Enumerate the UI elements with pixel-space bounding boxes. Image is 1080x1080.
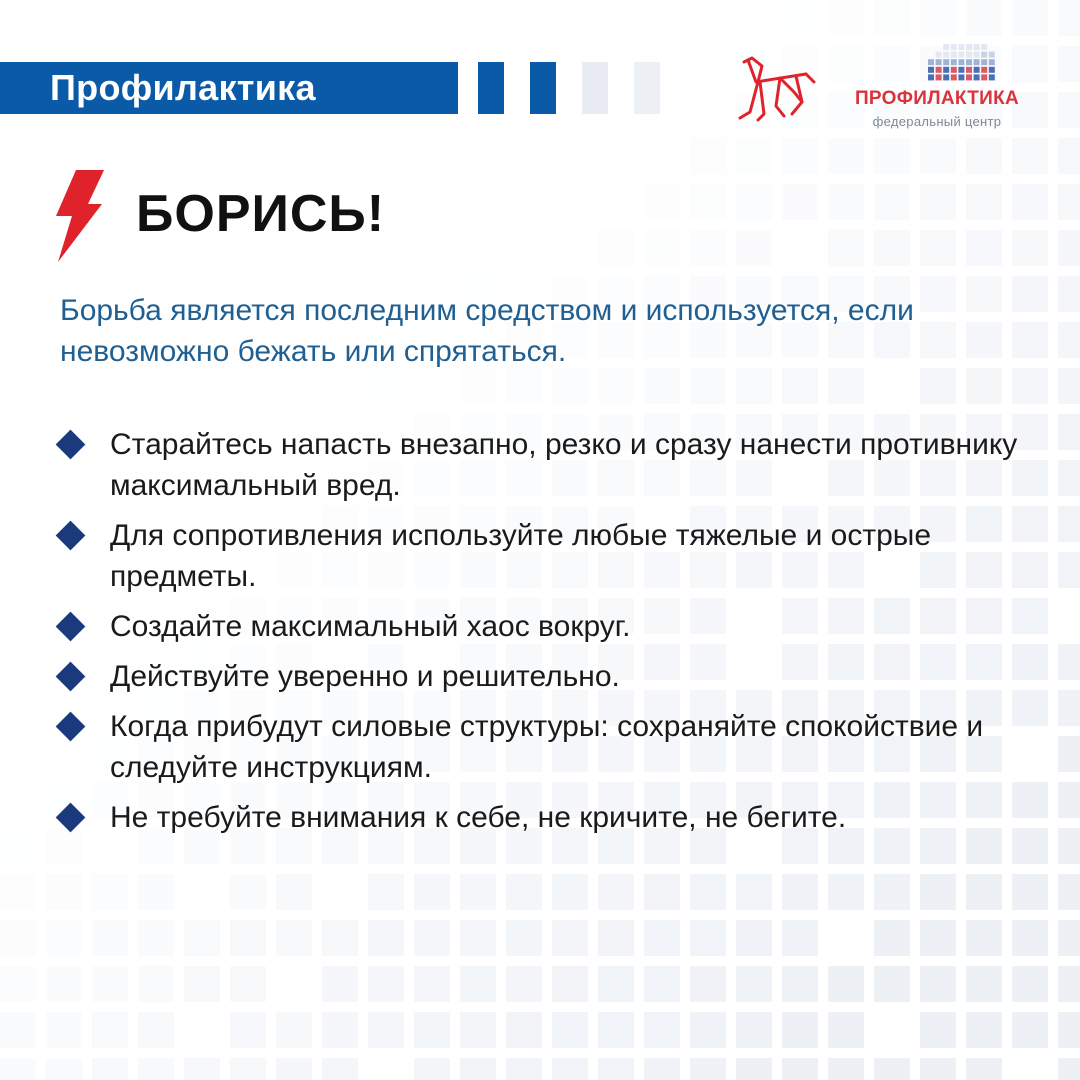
background-square	[828, 138, 864, 174]
logo-pixel	[966, 52, 972, 58]
background-square	[966, 1012, 1002, 1048]
background-square	[782, 138, 818, 174]
background-square	[598, 1058, 634, 1080]
background-square	[874, 874, 910, 910]
bullet-list	[56, 424, 1046, 847]
background-square	[230, 966, 266, 1002]
background-square	[1058, 46, 1080, 82]
background-square	[552, 966, 588, 1002]
list-item-text: Действуйте уверенно и решительно.	[110, 660, 620, 693]
background-square	[1012, 920, 1048, 956]
background-square	[0, 966, 36, 1002]
background-square	[736, 138, 772, 174]
background-square	[414, 1058, 450, 1080]
background-square	[1058, 414, 1080, 450]
background-square	[460, 368, 496, 404]
background-square	[690, 92, 726, 128]
logo-pixel	[958, 52, 964, 58]
background-square	[644, 230, 680, 266]
background-square	[690, 1058, 726, 1080]
background-square	[322, 1012, 358, 1048]
background-square	[598, 368, 634, 404]
background-square	[1058, 184, 1080, 220]
logo-pixel	[966, 67, 972, 73]
background-square	[1058, 920, 1080, 956]
background-square	[690, 230, 726, 266]
background-square	[0, 920, 36, 956]
background-square	[644, 920, 680, 956]
background-square	[1012, 230, 1048, 266]
background-square	[0, 874, 36, 910]
logo-pixel	[951, 59, 957, 65]
background-square	[92, 920, 128, 956]
list-item	[56, 424, 1046, 506]
background-square	[1012, 966, 1048, 1002]
background-square	[276, 1058, 312, 1080]
background-square	[690, 46, 726, 82]
background-square	[690, 966, 726, 1002]
logo-pixel	[951, 67, 957, 73]
background-square	[1012, 1012, 1048, 1048]
background-square	[828, 46, 864, 82]
logo-pixel	[989, 67, 995, 73]
background-square	[184, 966, 220, 1002]
background-square	[1058, 966, 1080, 1002]
background-square	[552, 920, 588, 956]
background-square	[690, 874, 726, 910]
list-item-text: Создайте максимальный хаос вокруг.	[110, 610, 631, 643]
list-item	[56, 706, 1046, 788]
diamond-bullet-icon	[56, 430, 86, 460]
background-square	[782, 1012, 818, 1048]
background-square	[828, 966, 864, 1002]
background-square	[1058, 506, 1080, 542]
background-square	[230, 874, 266, 910]
background-square	[460, 1058, 496, 1080]
background-square	[736, 184, 772, 220]
background-square	[506, 920, 542, 956]
background-square	[598, 138, 634, 174]
background-square	[966, 1058, 1002, 1080]
background-square	[276, 920, 312, 956]
background-square	[690, 184, 726, 220]
background-square	[368, 874, 404, 910]
background-square	[966, 966, 1002, 1002]
background-square	[138, 966, 174, 1002]
background-square	[1058, 0, 1080, 36]
background-square	[644, 966, 680, 1002]
logo-pixel-grid-icon	[928, 44, 998, 84]
background-square	[598, 1012, 634, 1048]
background-square	[506, 966, 542, 1002]
list-item	[56, 656, 1046, 697]
banner-stripe	[478, 62, 504, 114]
background-square	[920, 184, 956, 220]
logo-pixel	[974, 44, 980, 50]
logo-pixel	[974, 74, 980, 80]
background-square	[46, 874, 82, 910]
logo-pixel	[966, 74, 972, 80]
background-square	[782, 1058, 818, 1080]
background-square	[644, 138, 680, 174]
background-square	[230, 920, 266, 956]
intro-paragraph: Борьба является последним средством и используется, если невозможно бежать или спрятаться.	[60, 294, 914, 368]
logo-subtitle: федеральный центр	[872, 114, 1002, 129]
background-square	[874, 1058, 910, 1080]
background-square	[828, 230, 864, 266]
background-square	[966, 184, 1002, 220]
background-square	[598, 874, 634, 910]
logo-pixel	[928, 67, 934, 73]
background-square	[46, 1058, 82, 1080]
background-square	[782, 0, 818, 36]
background-square	[874, 46, 910, 82]
background-square	[460, 1012, 496, 1048]
list-item-text: Старайтесь напасть внезапно, резко и сразу нанести противнику максимальный вред.	[110, 428, 1018, 502]
background-square	[736, 966, 772, 1002]
background-square	[736, 368, 772, 404]
logo-pixel	[966, 59, 972, 65]
logo-pixel	[943, 59, 949, 65]
background-square	[552, 874, 588, 910]
background-square	[920, 0, 956, 36]
logo-pixel	[981, 59, 987, 65]
background-square	[1058, 460, 1080, 496]
background-square	[874, 184, 910, 220]
background-square	[1058, 138, 1080, 174]
background-square	[1058, 828, 1080, 864]
background-square	[506, 368, 542, 404]
diamond-bullet-icon	[56, 712, 86, 742]
logo-pixel	[974, 52, 980, 58]
background-square	[184, 1058, 220, 1080]
background-square	[368, 966, 404, 1002]
background-square	[1058, 552, 1080, 588]
diamond-bullet-icon	[56, 662, 86, 692]
background-square	[644, 1012, 680, 1048]
background-square	[1058, 1012, 1080, 1048]
background-square	[782, 920, 818, 956]
diamond-bullet-icon	[56, 612, 86, 642]
logo-pixel	[966, 44, 972, 50]
background-square	[1058, 276, 1080, 312]
background-square	[598, 230, 634, 266]
background-square	[322, 966, 358, 1002]
background-square	[1012, 138, 1048, 174]
logo-pixel	[958, 74, 964, 80]
lightning-bolt-icon	[54, 170, 106, 262]
logo-pixel	[981, 74, 987, 80]
background-square	[414, 874, 450, 910]
background-square	[506, 1058, 542, 1080]
background-square	[644, 1058, 680, 1080]
logo-pixel	[943, 74, 949, 80]
background-square	[1058, 644, 1080, 680]
logo-pixel	[936, 74, 942, 80]
logo-pixel	[958, 67, 964, 73]
background-square	[414, 368, 450, 404]
background-square	[1012, 368, 1048, 404]
background-square	[966, 874, 1002, 910]
background-square	[828, 1012, 864, 1048]
list-item	[56, 606, 1046, 647]
background-square	[874, 230, 910, 266]
background-square	[966, 230, 1002, 266]
background-square	[138, 874, 174, 910]
background-square	[460, 874, 496, 910]
banner-stripe	[634, 62, 660, 114]
background-square	[1012, 874, 1048, 910]
background-square	[138, 1012, 174, 1048]
background-square	[828, 368, 864, 404]
background-square	[368, 368, 404, 404]
background-square	[1058, 92, 1080, 128]
background-square	[874, 966, 910, 1002]
background-square	[276, 874, 312, 910]
logo-title: ПРОФИЛАКТИКА	[854, 88, 1020, 109]
background-square	[690, 920, 726, 956]
background-square	[1012, 0, 1048, 36]
background-square	[920, 1012, 956, 1048]
background-square	[1058, 736, 1080, 772]
banner-stripe	[530, 62, 556, 114]
background-square	[644, 184, 680, 220]
logo-pixel	[989, 52, 995, 58]
background-square	[598, 184, 634, 220]
background-square	[966, 368, 1002, 404]
list-item	[56, 797, 1046, 838]
logo-pixel	[989, 59, 995, 65]
background-square	[828, 184, 864, 220]
background-square	[966, 138, 1002, 174]
background-square	[1058, 230, 1080, 266]
background-square	[460, 966, 496, 1002]
background-square	[552, 1058, 588, 1080]
background-square	[1058, 690, 1080, 726]
background-square	[46, 920, 82, 956]
logo-pixel	[951, 52, 957, 58]
background-square	[1058, 874, 1080, 910]
background-square	[230, 1012, 266, 1048]
background-square	[828, 874, 864, 910]
logo-pixel	[951, 44, 957, 50]
background-square	[1058, 782, 1080, 818]
background-square	[736, 1012, 772, 1048]
background-square	[920, 230, 956, 266]
background-square	[920, 1058, 956, 1080]
background-square	[552, 230, 588, 266]
background-square	[368, 1012, 404, 1048]
background-square	[874, 0, 910, 36]
background-square	[920, 966, 956, 1002]
background-square	[966, 920, 1002, 956]
logo-pixel	[958, 59, 964, 65]
background-square	[46, 966, 82, 1002]
background-square	[782, 368, 818, 404]
background-square	[368, 920, 404, 956]
background-square	[506, 1012, 542, 1048]
background-square	[690, 1012, 726, 1048]
logo-pixel	[958, 44, 964, 50]
background-square	[414, 920, 450, 956]
logo-pixel	[981, 44, 987, 50]
background-square	[966, 0, 1002, 36]
background-square	[782, 874, 818, 910]
background-square	[506, 874, 542, 910]
list-item-text: Когда прибудут силовые структуры: сохраняйте спокойствие и следуйте инструкциям.	[110, 710, 984, 784]
background-square	[920, 920, 956, 956]
logo-pixel	[928, 59, 934, 65]
background-square	[552, 1012, 588, 1048]
background-square	[0, 1012, 36, 1048]
header-title: Профилактика	[50, 67, 316, 108]
diamond-bullet-icon	[56, 521, 86, 551]
background-square	[736, 920, 772, 956]
background-square	[0, 782, 36, 818]
background-square	[0, 828, 36, 864]
background-square	[690, 138, 726, 174]
background-square	[138, 1058, 174, 1080]
logo-pixel	[989, 74, 995, 80]
background-square	[828, 1058, 864, 1080]
background-square	[874, 138, 910, 174]
logo-pixel	[974, 67, 980, 73]
background-square	[782, 966, 818, 1002]
background-square	[1058, 368, 1080, 404]
logo-pixel	[943, 67, 949, 73]
background-square	[92, 1058, 128, 1080]
list-item	[56, 515, 1046, 597]
logo-pixel	[936, 52, 942, 58]
background-square	[230, 1058, 266, 1080]
list-item-text: Не требуйте внимания к себе, не кричите, не бегите.	[110, 801, 847, 834]
background-square	[414, 966, 450, 1002]
background-square	[1058, 1058, 1080, 1080]
banner-stripe	[582, 62, 608, 114]
background-square	[414, 1012, 450, 1048]
logo-pixel	[974, 59, 980, 65]
page-heading: БОРИСЬ!	[136, 185, 386, 243]
background-square	[552, 184, 588, 220]
background-square	[736, 874, 772, 910]
background-square	[322, 1058, 358, 1080]
background-square	[736, 230, 772, 266]
background-square	[920, 874, 956, 910]
background-square	[0, 1058, 36, 1080]
background-square	[322, 920, 358, 956]
background-square	[276, 1012, 312, 1048]
background-square	[598, 920, 634, 956]
logo-pixel	[936, 59, 942, 65]
background-square	[552, 368, 588, 404]
background-square	[782, 184, 818, 220]
stylized-horse-logo-icon	[736, 52, 816, 124]
list-item-text: Для сопротивления используйте любые тяжелые и острые предметы.	[110, 519, 932, 593]
background-square	[1058, 322, 1080, 358]
background-square	[1012, 184, 1048, 220]
background-square	[736, 1058, 772, 1080]
background-square	[644, 874, 680, 910]
background-square	[46, 1012, 82, 1048]
logo-pixel	[928, 74, 934, 80]
background-square	[92, 1012, 128, 1048]
background-square	[460, 920, 496, 956]
logo-pixel	[936, 67, 942, 73]
background-square	[598, 966, 634, 1002]
logo-pixel	[943, 44, 949, 50]
background-square	[874, 920, 910, 956]
diamond-bullet-icon	[56, 803, 86, 833]
logo-pixel	[981, 52, 987, 58]
background-square	[690, 368, 726, 404]
logo-pixel	[943, 52, 949, 58]
background-square	[920, 368, 956, 404]
logo-pixel	[981, 67, 987, 73]
background-square	[1012, 46, 1048, 82]
logo-pixel	[951, 74, 957, 80]
background-square	[92, 874, 128, 910]
background-square	[92, 966, 128, 1002]
background-square	[644, 368, 680, 404]
background-square	[138, 920, 174, 956]
background-square	[184, 920, 220, 956]
background-square	[828, 0, 864, 36]
background-square	[920, 138, 956, 174]
